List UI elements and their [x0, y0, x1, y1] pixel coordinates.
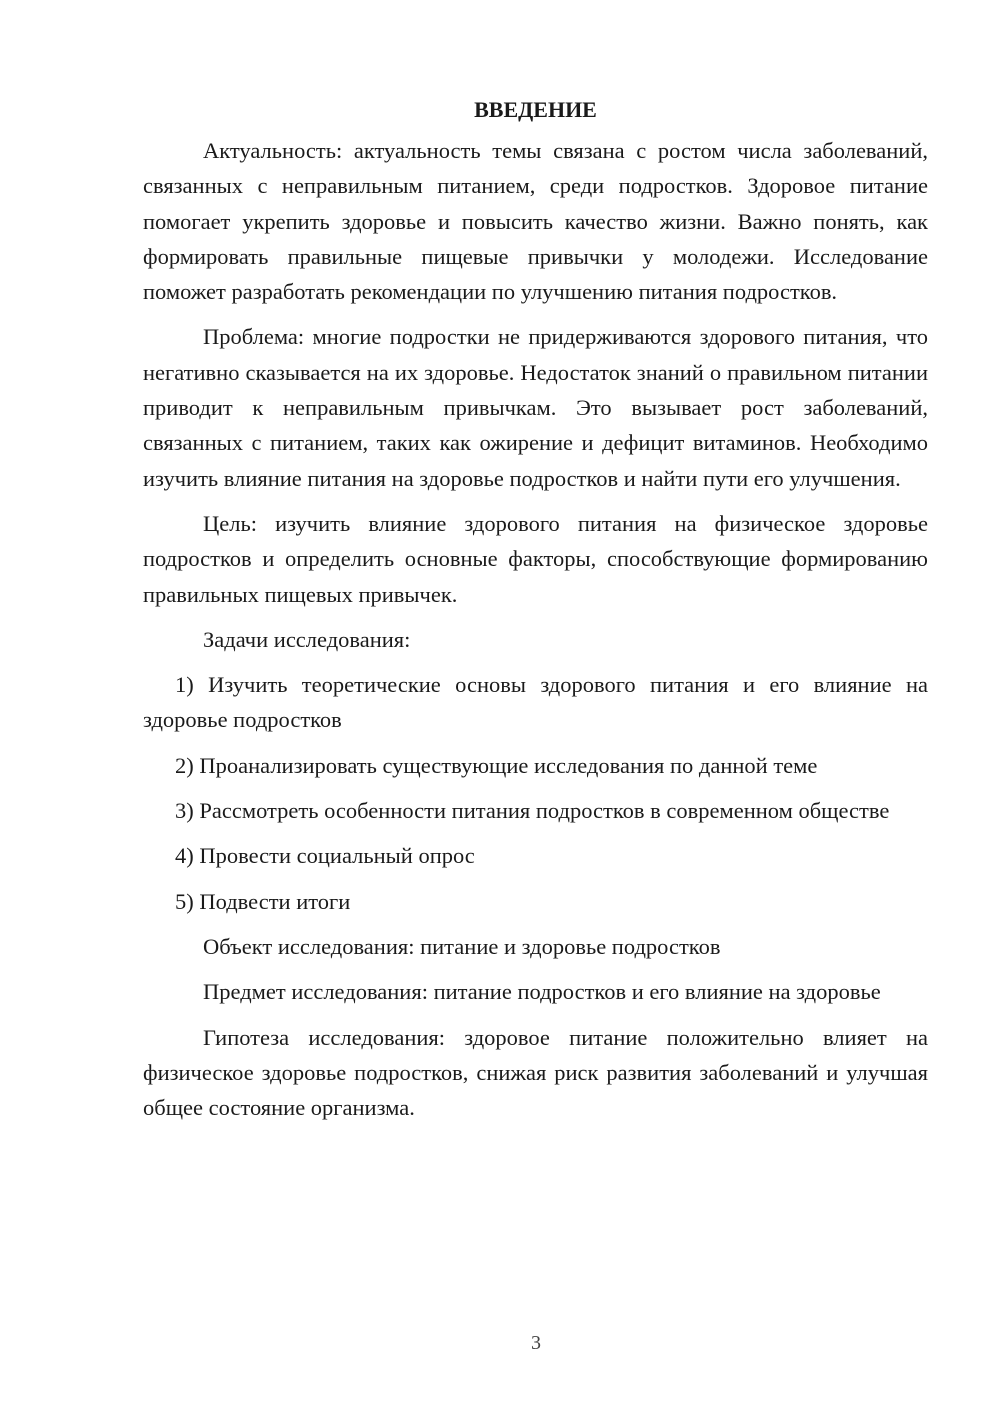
task-item-4: 4) Провести социальный опрос — [175, 843, 475, 869]
hypothesis-paragraph: Гипотеза исследования: здоровое питание положительно влияет на физическое здоровье подростков, снижая риск развития заболеваний и улучшая общее состояние организма. — [143, 1024, 928, 1121]
object-paragraph: Объект исследования: питание и здоровье подростков — [203, 933, 721, 959]
task-item-5: 5) Подвести итоги — [175, 888, 351, 914]
task-item-3: 3) Рассмотреть особенности питания подростков в современном обществе — [175, 798, 890, 824]
tasks-heading: Задачи исследования: — [203, 626, 411, 652]
document-page — [143, 92, 928, 1135]
subject-paragraph: Предмет исследования: питание подростков и его влияние на здоровье — [203, 979, 881, 1005]
task-item-1: 1) Изучить теоретические основы здорового питания и его влияние на здоровье подростков — [143, 672, 928, 733]
relevance-paragraph: Актуальность: актуальность темы связана с ростом числа заболеваний, связанных с неправильным питанием, среди подростков. Здоровое питание помогает укрепить здоровье и повысить качество жизни. Важно понять, как формировать правильные пищевые привычки у молодежи. Исследование поможет разработать рекомендации по улучшению питания подростков. — [143, 138, 928, 305]
task-item-2: 2) Проанализировать существующие исследования по данной теме — [175, 752, 818, 778]
problem-paragraph: Проблема: многие подростки не придерживаются здорового питания, что негативно сказывается на их здоровье. Недостаток знаний о правильном питании приводит к неправильным привычкам. Это вызывает рост заболеваний, связанных с питанием, таких как ожирение и дефицит витаминов. Необходимо изучить влияние питания на здоровье подростков и найти пути его улучшения. — [143, 324, 928, 491]
section-title: ВВЕДЕНИЕ — [474, 97, 597, 122]
page-number: 3 — [531, 1332, 541, 1354]
goal-paragraph: Цель: изучить влияние здорового питания на физическое здоровье подростков и определить основные факторы, способствующие формированию правильных пищевых привычек. — [143, 510, 928, 607]
